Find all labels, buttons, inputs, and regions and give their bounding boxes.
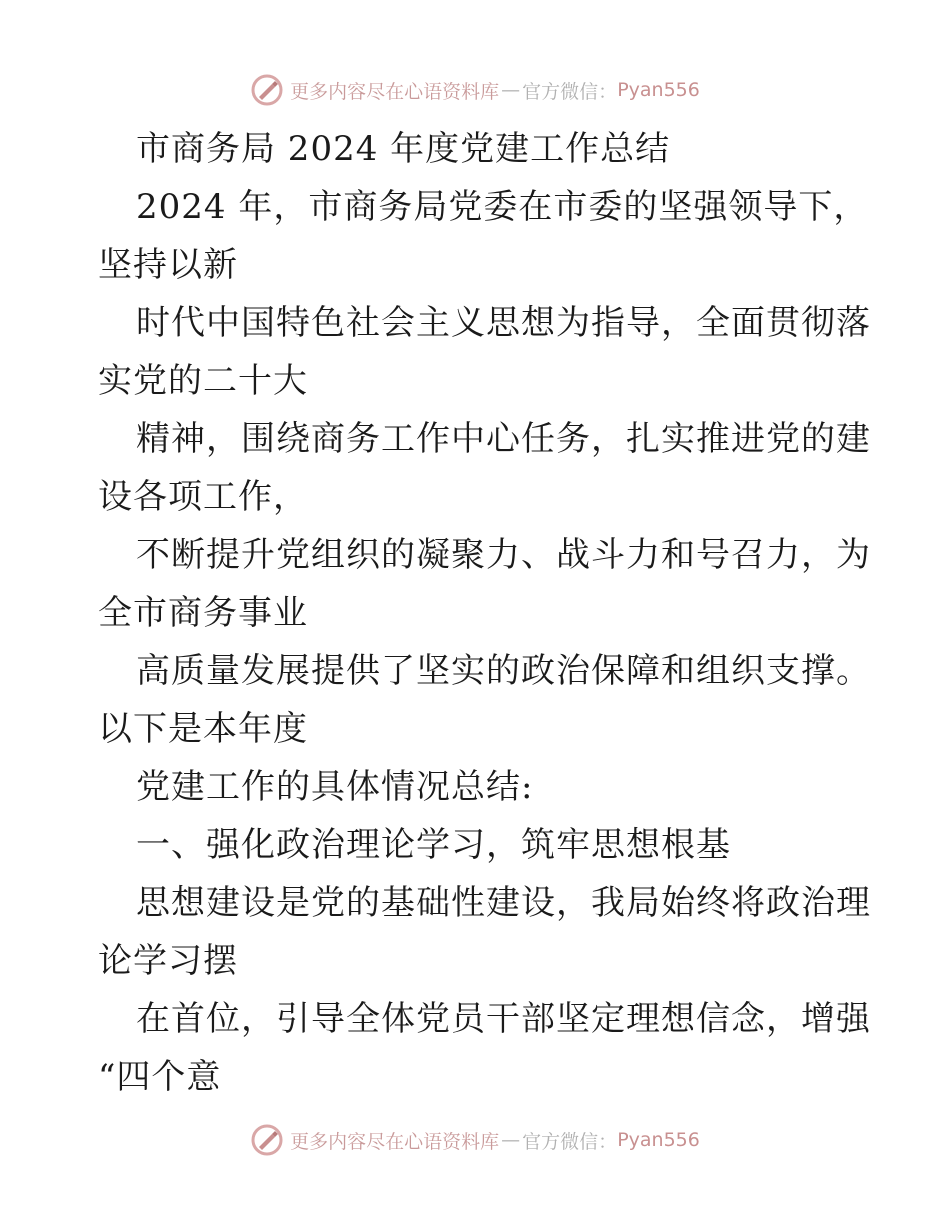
document-title: 市商务局 2024 年度党建工作总结 xyxy=(136,129,671,169)
paragraph-line: 2024 年，市商务局党委在市委的坚强领导下， xyxy=(136,187,869,227)
watermark-separator: — xyxy=(501,1129,521,1151)
watermark-wechat-id: Pyan556 xyxy=(617,1129,700,1151)
watermark-official-label: 官方微信： xyxy=(522,1130,618,1153)
paragraph-line: 全市商务事业 xyxy=(98,593,308,633)
paragraph-line: 论学习摆 xyxy=(98,941,238,981)
footer-watermark xyxy=(0,1120,950,1160)
paragraph-line: 精神，围绕商务工作中心任务，扎实推进党的建 xyxy=(136,419,871,459)
document-body xyxy=(98,120,871,1106)
paragraph-line: 在首位，引导全体党员干部坚定理想信念，增强 xyxy=(136,999,871,1039)
paragraph-line: 以下是本年度 xyxy=(98,709,308,749)
paragraph-line: 不断提升党组织的凝聚力、战斗力和号召力，为 xyxy=(136,535,871,575)
paragraph-line: 思想建设是党的基础性建设，我局始终将政治理 xyxy=(136,883,871,923)
watermark-official-label: 官方微信： xyxy=(522,80,618,103)
paragraph-line: “四个意 xyxy=(98,1057,222,1097)
paragraph-line: 实党的二十大 xyxy=(98,361,308,401)
header-watermark xyxy=(0,70,950,110)
section-heading: 一、强化政治理论学习，筑牢思想根基 xyxy=(136,825,731,865)
paragraph-line: 高质量发展提供了坚实的政治保障和组织支撑。 xyxy=(136,651,871,691)
watermark-text: 更多内容尽在心语资料库 xyxy=(290,1130,500,1153)
paragraph-line: 坚持以新 xyxy=(98,245,238,285)
paragraph-line: 时代中国特色社会主义思想为指导，全面贯彻落 xyxy=(136,303,871,343)
pen-logo-icon xyxy=(250,73,284,107)
watermark-wechat-id: Pyan556 xyxy=(617,79,700,101)
watermark-separator: — xyxy=(501,79,521,101)
watermark-text: 更多内容尽在心语资料库 xyxy=(290,80,500,103)
pen-logo-icon xyxy=(250,1123,284,1157)
paragraph-line: 设各项工作， xyxy=(98,477,308,517)
paragraph-line: 党建工作的具体情况总结: xyxy=(136,767,534,807)
